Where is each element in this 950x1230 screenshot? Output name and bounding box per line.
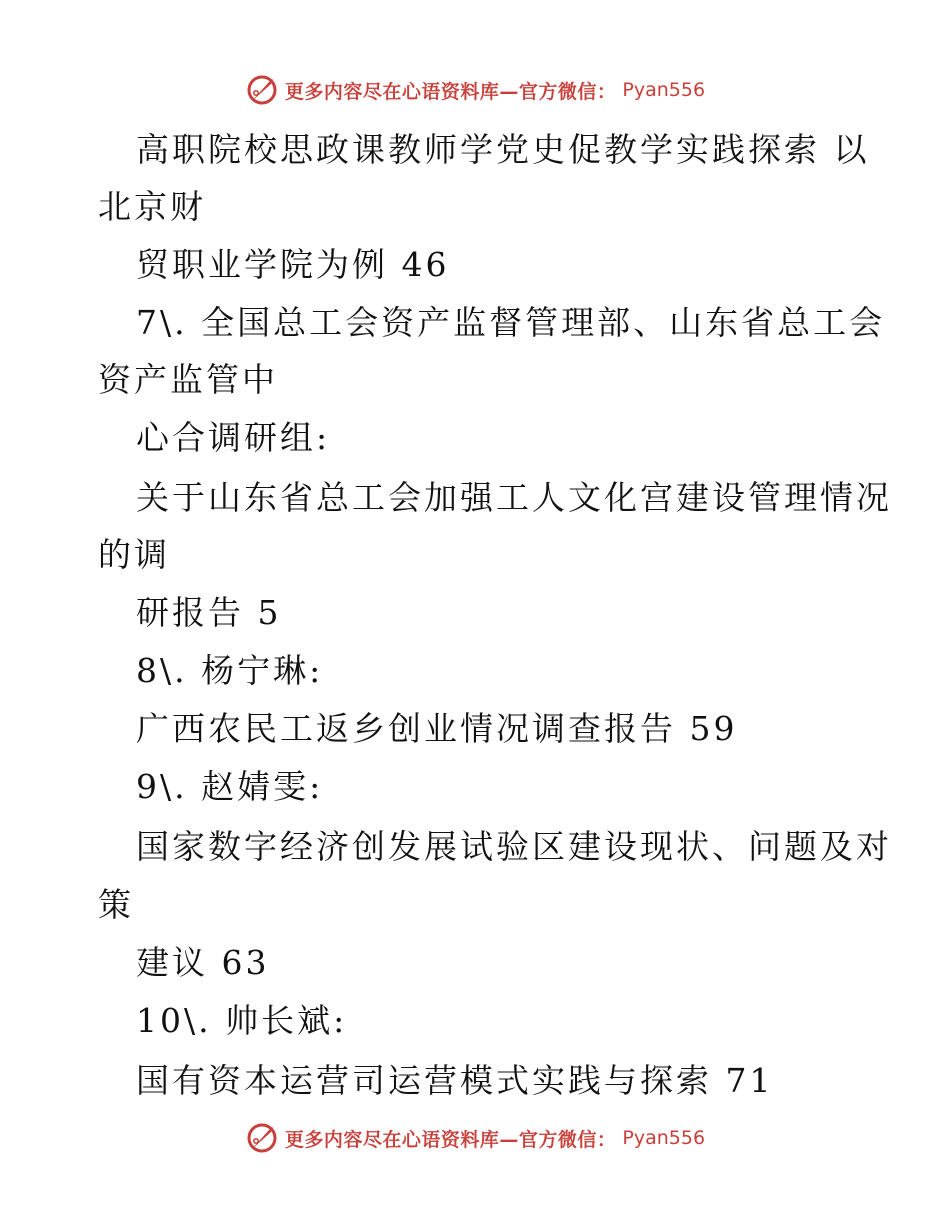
text-line: 的调 (98, 535, 170, 574)
text-line: 心合调研组: (136, 418, 331, 457)
watermark-banner-bottom (0, 1118, 950, 1158)
watermark-banner-top (0, 70, 950, 110)
text-line: 9\. 赵婧雯: (136, 767, 324, 806)
text-line: 策 (98, 885, 134, 924)
quill-pen-logo-icon (245, 73, 279, 107)
text-line: 关于山东省总工会加强工人文化宫建设管理情况 (136, 478, 892, 517)
quill-pen-logo-icon (245, 1121, 279, 1155)
text-line: 研报告 5 (136, 593, 282, 632)
text-line: 8\. 杨宁琳: (136, 651, 324, 690)
text-line: 10\. 帅长斌: (136, 1001, 348, 1040)
text-line: 贸职业学院为例 46 (136, 245, 450, 284)
watermark-text: 更多内容尽在心语资料库—官方微信： (284, 1128, 617, 1151)
text-line: 北京财 (98, 187, 206, 226)
text-line: 国有资本运营司运营模式实践与探索 71 (136, 1061, 774, 1100)
text-line: 资产监管中 (98, 360, 278, 399)
text-line: 高职院校思政课教师学党史促教学实践探索 以 (136, 130, 870, 169)
watermark-wechat-id: Pyan556 (622, 1127, 706, 1149)
text-line: 建议 63 (136, 943, 270, 982)
watermark-wechat-id: Pyan556 (622, 79, 706, 101)
text-line: 广西农民工返乡创业情况调查报告 59 (136, 709, 738, 748)
text-line: 7\. 全国总工会资产监督管理部、山东省总工会 (136, 303, 886, 342)
watermark-text: 更多内容尽在心语资料库—官方微信： (284, 80, 617, 103)
text-line: 国家数字经济创发展试验区建设现状、问题及对 (136, 827, 892, 866)
